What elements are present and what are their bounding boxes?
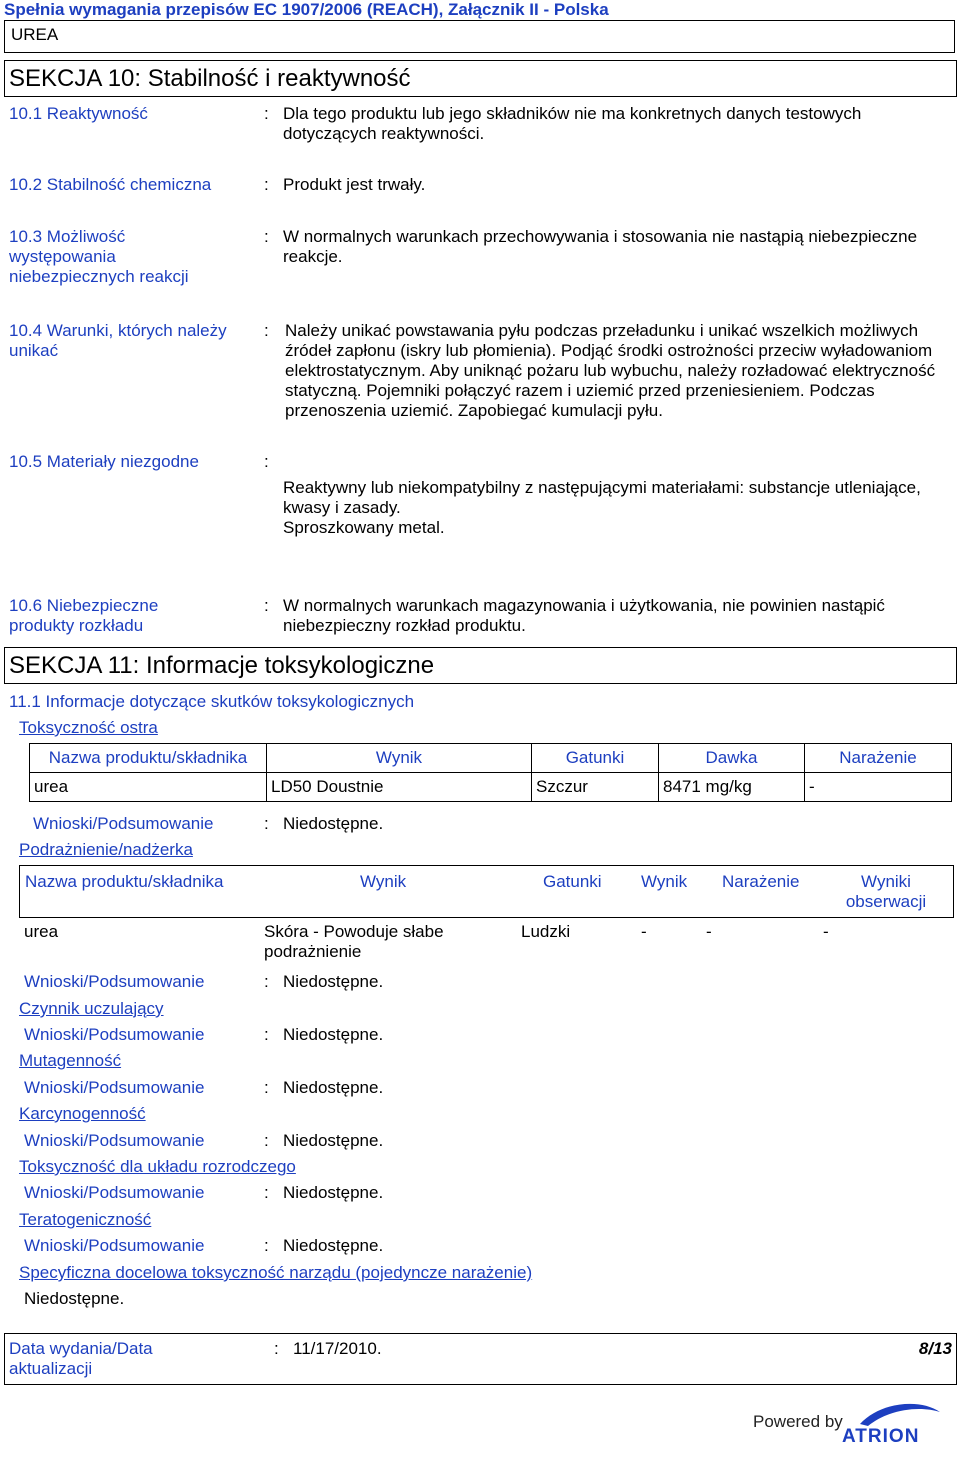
colon: : — [274, 1339, 279, 1358]
document-header-title: Spełnia wymagania przepisów EC 1907/2006 (REACH), Załącznik II - Polska — [4, 0, 609, 19]
label-10-2: 10.2 Stabilność chemiczna — [9, 175, 212, 194]
colon: : — [264, 227, 269, 246]
label-10-4: 10.4 Warunki, których należy unikać — [9, 321, 227, 360]
table-row — [30, 773, 952, 802]
product-name: UREA — [11, 25, 59, 44]
colon: : — [264, 175, 269, 194]
section-11-title: SEKCJA 11: Informacje toksykologiczne — [9, 652, 435, 679]
mutagenicity-heading: Mutagenność — [19, 1051, 122, 1070]
acute-toxicity-heading: Toksyczność ostra — [19, 718, 158, 737]
conclusion-value: Niedostępne. — [283, 1025, 384, 1044]
stot-single-value: Niedostępne. — [24, 1289, 125, 1308]
table-cell: urea — [24, 922, 59, 941]
col-header: Dawka — [659, 744, 805, 773]
conclusion-label: Wnioski/Podsumowanie — [24, 1078, 205, 1097]
value-10-1: Dla tego produktu lub jego składników nie ma konkretnych danych testowych dotyczących reaktywności. — [283, 104, 862, 143]
section-11-1-title: 11.1 Informacje dotyczące skutków toksykologicznych — [9, 692, 415, 711]
col-header: Wynik — [641, 872, 688, 891]
conclusion-value: Niedostępne. — [283, 1236, 384, 1255]
conclusion-label: Wnioski/Podsumowanie — [24, 1183, 205, 1202]
stot-single-heading: Specyficzna docelowa toksyczność narządu (pojedyncze narażenie) — [19, 1263, 533, 1282]
col-header: Narażenie — [805, 744, 952, 773]
product-name-box — [4, 20, 955, 53]
colon: : — [264, 321, 269, 340]
label-10-3: 10.3 Możliwość występowania niebezpiecznych reakcji — [9, 227, 189, 286]
col-header: Gatunki — [543, 872, 602, 891]
col-header: Nazwa produktu/składnika — [30, 744, 267, 773]
value-10-2: Produkt jest trwały. — [283, 175, 426, 194]
acute-conclusion-label: Wnioski/Podsumowanie — [33, 814, 214, 833]
irritation-heading: Podrażnienie/nadżerka — [19, 840, 193, 859]
colon: : — [264, 814, 269, 833]
value-10-5-extra: Sproszkowany metal. — [283, 518, 445, 537]
section-10-title: SEKCJA 10: Stabilność i reaktywność — [9, 65, 411, 92]
atrion-logo-text: ATRION — [842, 1426, 920, 1447]
colon: : — [264, 1078, 269, 1097]
table-cell: Ludzki — [521, 922, 571, 941]
conclusion-label: Wnioski/Podsumowanie — [24, 1131, 205, 1150]
colon: : — [264, 1025, 269, 1044]
acute-conclusion-value: Niedostępne. — [283, 814, 384, 833]
table-cell: LD50 Doustnie — [267, 773, 532, 802]
acute-toxicity-table — [29, 743, 952, 802]
table-cell: Szczur — [532, 773, 659, 802]
colon: : — [264, 1131, 269, 1150]
section-11-header — [4, 647, 957, 684]
colon: : — [264, 972, 269, 991]
col-header: Wynik — [360, 872, 407, 891]
col-header: Wyniki obserwacji — [845, 872, 927, 911]
col-header: Wynik — [267, 744, 532, 773]
colon: : — [264, 452, 269, 471]
value-10-5: Reaktywny lub niekompatybilny z następującymi materiałami: substancje utleniające, kwasy i zasady. — [283, 478, 921, 517]
section-10-header — [4, 60, 957, 97]
col-header: Gatunki — [532, 744, 659, 773]
table-cell: 8471 mg/kg — [659, 773, 805, 802]
table-cell: - — [823, 922, 829, 941]
carcinogenicity-heading: Karcynogenność — [19, 1104, 146, 1123]
table-cell: - — [805, 773, 952, 802]
colon: : — [264, 104, 269, 123]
colon: : — [264, 1183, 269, 1202]
value-10-6: W normalnych warunkach magazynowania i użytkowania, nie powinien nastąpić niebezpieczny rozkład produktu. — [283, 596, 885, 635]
table-cell: - — [706, 922, 712, 941]
conclusion-value: Niedostępne. — [283, 1183, 384, 1202]
table-cell: Skóra - Powoduje słabe podrażnienie — [264, 922, 444, 961]
powered-by-text: Powered by — [753, 1412, 843, 1431]
sensitizer-heading: Czynnik uczulający — [19, 999, 164, 1018]
footer-page-number: 8/13 — [918, 1339, 952, 1358]
footer-date-label: Data wydania/Data aktualizacji — [9, 1339, 153, 1378]
table-header-row — [30, 744, 952, 773]
conclusion-value: Niedostępne. — [283, 1131, 384, 1150]
conclusion-label: Wnioski/Podsumowanie — [24, 1025, 205, 1044]
irritation-conclusion-label: Wnioski/Podsumowanie — [24, 972, 205, 991]
conclusion-label: Wnioski/Podsumowanie — [24, 1236, 205, 1255]
col-header: Nazwa produktu/składnika — [25, 872, 224, 891]
teratogenicity-heading: Teratogeniczność — [19, 1210, 152, 1229]
irritation-conclusion-value: Niedostępne. — [283, 972, 384, 991]
value-10-3: W normalnych warunkach przechowywania i stosowania nie nastąpią niebezpieczne reakcje. — [283, 227, 918, 266]
label-10-5: 10.5 Materiały niezgodne — [9, 452, 199, 471]
table-cell: urea — [30, 773, 267, 802]
col-header: Narażenie — [722, 872, 800, 891]
reproductive-toxicity-heading: Toksyczność dla układu rozrodczego — [19, 1157, 296, 1176]
colon: : — [264, 596, 269, 615]
label-10-6: 10.6 Niebezpieczne produkty rozkładu — [9, 596, 159, 635]
atrion-logo — [840, 1398, 958, 1448]
footer-date-value: 11/17/2010. — [293, 1339, 382, 1358]
conclusion-value: Niedostępne. — [283, 1078, 384, 1097]
colon: : — [264, 1236, 269, 1255]
table-cell: - — [641, 922, 647, 941]
label-10-1: 10.1 Reaktywność — [9, 104, 148, 123]
value-10-4: Należy unikać powstawania pyłu podczas przeładunku i unikać wszelkich możliwych źródeł zapłonu (iskry lub płomienia). Podjąć środki ostrożności przeciw wyładowaniom elektrostatycznym. Aby uniknąć pożaru lub wybuchu, należy rozładować elektryczność statyczną. Pojemniki połączyć razem i uziemić przed przeniesieniem. Podczas przenoszenia uziemić. Zapobiegać kumulacji pyłu. — [285, 321, 936, 420]
